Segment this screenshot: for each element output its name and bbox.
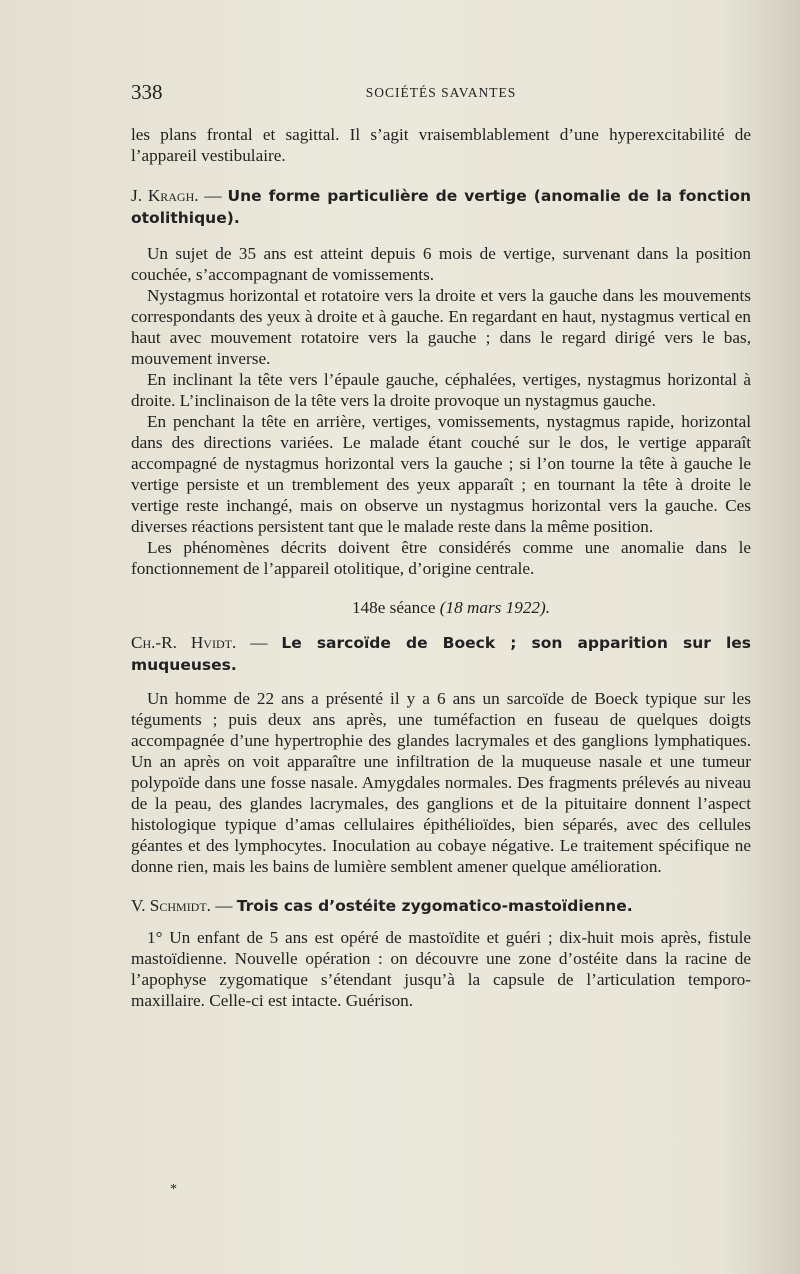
footer-mark: * xyxy=(170,1182,177,1197)
seance-label: 148e séance xyxy=(351,598,436,617)
running-title: SOCIÉTÉS SAVANTES xyxy=(365,85,517,100)
entry-title: Une forme particulière de vertige (anomalie de la fonction otolithique). xyxy=(131,187,752,227)
page-header xyxy=(131,80,751,110)
paragraph: Les phénomènes décrits doivent être considérés comme une anomalie dans le fonctionnement de l’appareil otolitique, d’origine centrale. xyxy=(131,538,751,578)
entry-heading: Ch.-R. Hvidt. — Le sarcoïde de Boeck ; son apparition sur les muqueuses. xyxy=(131,633,751,674)
entry-title: Le sarcoïde de Boeck ; son apparition sur les muqueuses. xyxy=(131,634,751,674)
paragraph: En inclinant la tête vers l’épaule gauche, céphalées, vertiges, nystagmus horizontal à droite. L’inclinaison de la tête vers la droite provoque un nystagmus gauche. xyxy=(131,370,751,410)
entry-heading: J. Kragh. — Une forme particulière de vertige (anomalie de la fonction otolithique). xyxy=(131,186,752,227)
paragraph: En penchant la tête en arrière, vertiges, vomissements, nystagmus rapide, horizontal dans des directions variées. Le malade étant couché sur le dos, le vertige apparaît accompagné de nystagmus horizontal vers la gauche ; si l’on tourne la tête à gauche le vertige persiste et un tremblement des yeux apparaît ; en tournant la tête à droite le vertige reste inchangé, mais on observe un nystagmus horizontal vers la gauche. Ces diverses réactions persistent tant que le malade reste dans la même position. xyxy=(131,412,751,536)
paragraph: les plans frontal et sagittal. Il s’agit vraisemblablement d’une hyperexcitabilité de l’appareil vestibulaire. xyxy=(131,125,751,165)
entry-title: Trois cas d’ostéite zygomatico-mastoïdienne. xyxy=(236,897,633,915)
paragraph: Un sujet de 35 ans est atteint depuis 6 mois de vertige, survenant dans la position couchée, s’accompagnant de vomissements. xyxy=(131,244,751,284)
author-name: Ch.-R. Hvidt. xyxy=(131,633,237,652)
author-name: J. Kragh. xyxy=(131,186,199,205)
seance-heading xyxy=(131,597,751,618)
article-body xyxy=(131,124,751,1011)
paragraph: Nystagmus horizontal et rotatoire vers la droite et vers la gauche dans les mouvements correspondants des yeux à droite et à gauche. En regardant en haut, nystagmus vertical en haut avec mouvement rotatoire vers la gauche ; dans le regard dirigé vers le bas, mouvement inverse. xyxy=(131,286,751,368)
entry-heading: V. Schmidt. — Trois cas d’ostéite zygomatico-mastoïdienne. xyxy=(131,896,633,915)
page-number: 338 xyxy=(131,80,163,104)
paragraph: 1° Un enfant de 5 ans est opéré de mastoïdite et guéri ; dix-huit mois après, fistule mastoïdienne. Nouvelle opération : on découvre une zone d’ostéite dans la racine de l’apophyse zygomatique s’étendant jusqu’à la capsule de l’articulation temporo-maxillaire. Celle-ci est intacte. Guérison. xyxy=(131,928,751,1010)
paragraph: Un homme de 22 ans a présenté il y a 6 ans un sarcoïde de Boeck typique sur les téguments ; puis deux ans après, une tuméfaction en fuseau de quelques doigts accompagnée d’une hypertrophie des glandes lacrymales et des ganglions lymphatiques. Un an après on voit apparaître une infiltration de la muqueuse nasale et une tumeur polypoïde dans une fosse nasale. Amygdales normales. Des fragments prélevés au niveau de la peau, des glandes lacrymales, des ganglions et de la pituitaire donnent l’aspect histologique typique d’amas cellulaires épithélioïdes, bien séparés, avec des cellules géantes et des lymphocytes. Inoculation au cobaye négative. Le traitement spécifique ne donne rien, mais les bains de lumière semblent amener quelque amélioration. xyxy=(131,689,751,876)
seance-date: (18 mars 1922). xyxy=(439,598,551,617)
author-name: V. Schmidt. xyxy=(131,896,211,915)
